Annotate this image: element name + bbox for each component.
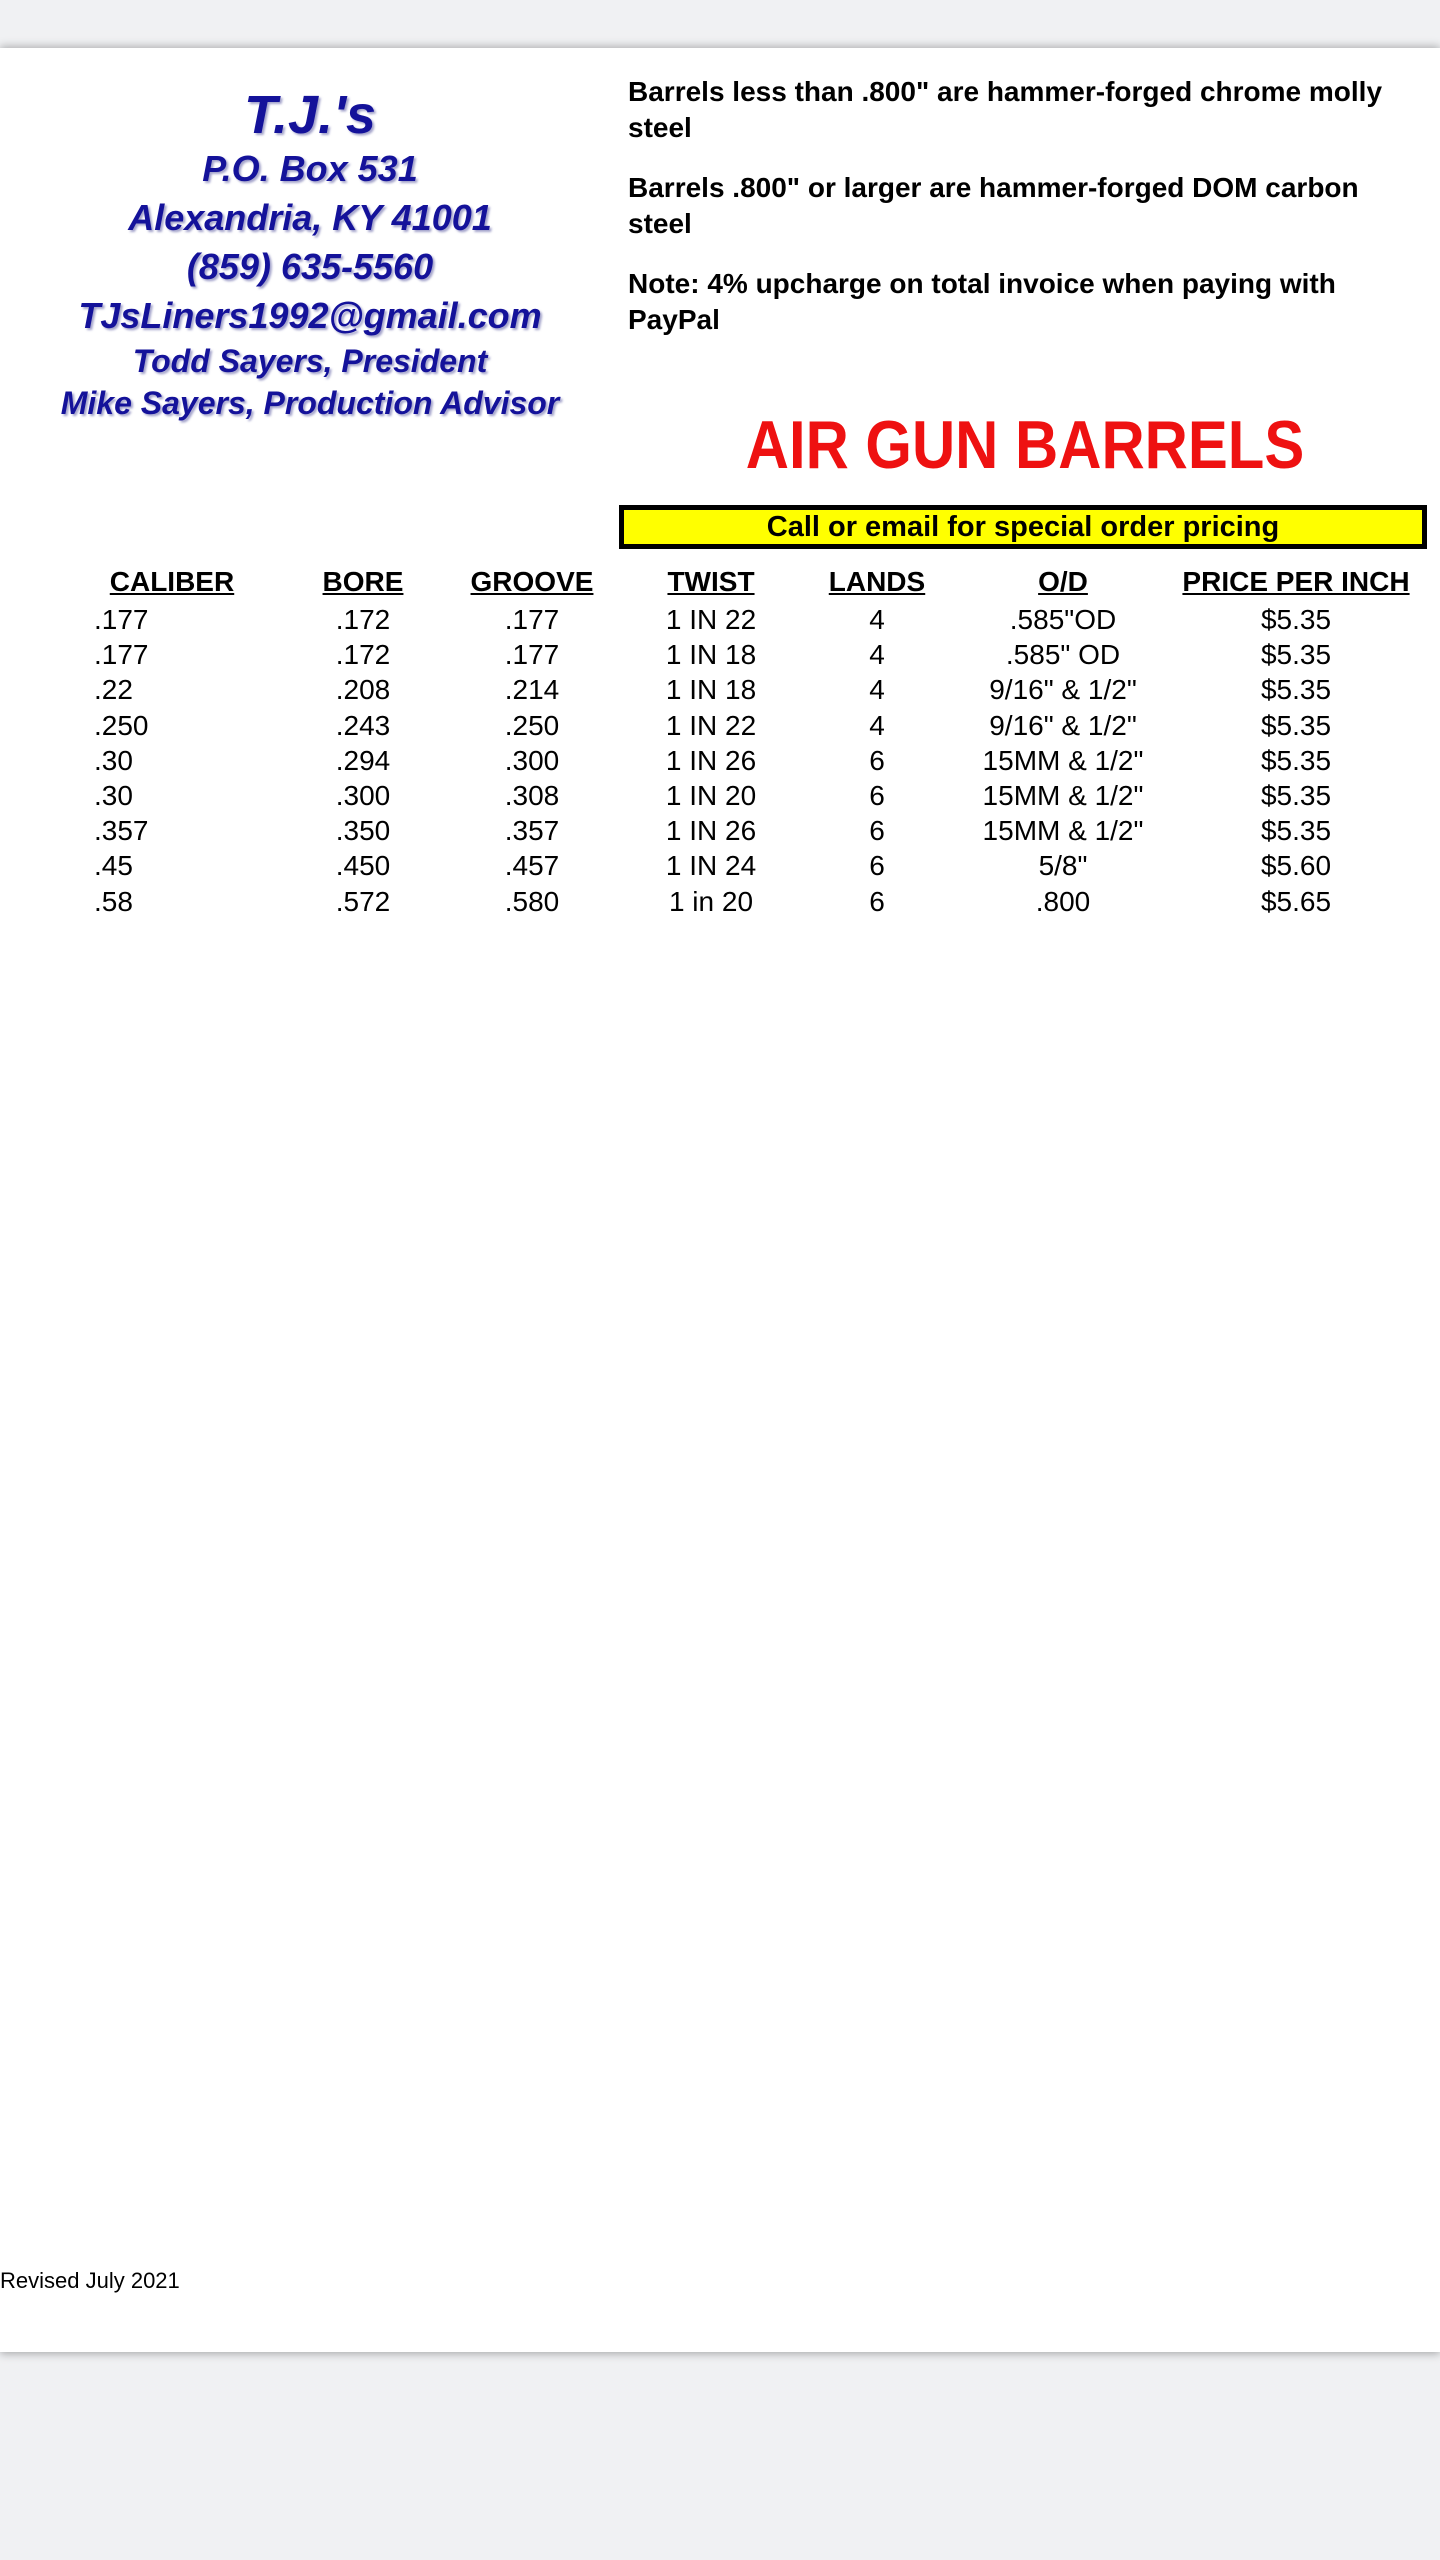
- cell-bore: .350: [335, 815, 391, 847]
- cell-caliber: .177: [94, 639, 149, 671]
- cell-twist: 1 IN 22: [665, 604, 757, 635]
- cell-price: $5.35: [1260, 815, 1332, 847]
- table-row: [60, 778, 1420, 813]
- table-body: [60, 602, 1420, 919]
- table-row: [60, 602, 1420, 637]
- header-price-per-inch: PRICE PER INCH: [1182, 566, 1410, 597]
- table-row: [60, 637, 1420, 672]
- cell-groove: .177: [504, 639, 560, 671]
- headline: AIR GUN BARRELS: [745, 407, 1305, 483]
- table-row: [60, 708, 1420, 743]
- cell-bore: .572: [335, 885, 391, 917]
- cell-lands: 4: [869, 639, 885, 671]
- company-phone: (859) 635-5560: [186, 246, 434, 287]
- cell-groove: .250: [504, 709, 560, 741]
- cell-od: .585" OD: [1005, 639, 1121, 671]
- cell-caliber: .30: [94, 744, 133, 776]
- cell-caliber: .357: [94, 815, 149, 847]
- note-dom-carbon: Barrels .800" or larger are hammer-forged DOM carbon steel: [628, 172, 1359, 239]
- cell-bore: .243: [335, 709, 391, 741]
- header-groove: GROOVE: [470, 566, 594, 597]
- cell-bore: .450: [335, 850, 391, 882]
- company-po-box: P.O. Box 531: [202, 148, 418, 189]
- special-order-banner: Call or email for special order pricing: [619, 505, 1427, 549]
- cell-price: $5.35: [1260, 604, 1332, 635]
- cell-price: $5.65: [1260, 885, 1332, 917]
- cell-od: .585"OD: [1009, 604, 1117, 635]
- note-chrome-molly: Barrels less than .800" are hammer-forged chrome molly steel: [628, 76, 1383, 143]
- cell-caliber: .45: [94, 850, 133, 882]
- cell-groove: .214: [504, 674, 560, 706]
- header-lands: LANDS: [828, 566, 926, 597]
- cell-twist: 1 IN 22: [665, 709, 757, 741]
- cell-groove: .177: [504, 604, 560, 635]
- cell-lands: 6: [869, 885, 885, 917]
- cell-twist: 1 IN 26: [665, 815, 757, 847]
- viewer-top-band: [0, 0, 1440, 48]
- cell-od: 15MM & 1/2": [982, 780, 1144, 812]
- company-city: Alexandria, KY 41001: [128, 197, 492, 238]
- table-row: [60, 848, 1420, 883]
- table-row: [60, 813, 1420, 848]
- table-row: [60, 884, 1420, 919]
- cell-od: 9/16" & 1/2": [989, 674, 1137, 706]
- header-caliber: CALIBER: [109, 566, 235, 597]
- cell-bore: .172: [335, 604, 391, 635]
- company-president: Todd Sayers, President: [132, 343, 488, 379]
- cell-caliber: .22: [94, 674, 133, 706]
- cell-od: 5/8": [1038, 850, 1088, 882]
- cell-bore: .294: [335, 744, 391, 776]
- cell-od: .800: [1035, 885, 1091, 917]
- cell-caliber: .30: [94, 780, 133, 812]
- revised-date: Revised July 2021: [0, 2268, 180, 2293]
- cell-caliber: .58: [94, 885, 133, 917]
- cell-groove: .300: [504, 744, 560, 776]
- cell-lands: 6: [869, 780, 885, 812]
- table-header-row: [60, 562, 1420, 602]
- cell-lands: 4: [869, 604, 885, 635]
- cell-lands: 6: [869, 850, 885, 882]
- cell-lands: 4: [869, 674, 885, 706]
- cell-bore: .208: [335, 674, 391, 706]
- cell-groove: .457: [504, 850, 560, 882]
- header-bore: BORE: [322, 566, 404, 597]
- cell-lands: 6: [869, 815, 885, 847]
- cell-price: $5.35: [1260, 744, 1332, 776]
- cell-od: 15MM & 1/2": [982, 815, 1144, 847]
- table-row: [60, 743, 1420, 778]
- cell-price: $5.35: [1260, 674, 1332, 706]
- cell-lands: 4: [869, 709, 885, 741]
- company-email: TJsLiners1992@gmail.com: [78, 295, 542, 336]
- note-paypal-upcharge: Note: 4% upcharge on total invoice when paying with PayPal: [628, 268, 1336, 335]
- cell-twist: 1 IN 24: [665, 850, 757, 882]
- notes-block: [628, 74, 1428, 362]
- cell-groove: .357: [504, 815, 560, 847]
- cell-od: 9/16" & 1/2": [989, 709, 1137, 741]
- company-name: T.J.'s: [244, 85, 376, 145]
- barrel-price-table: [60, 562, 1420, 919]
- table-row: [60, 672, 1420, 707]
- cell-lands: 6: [869, 744, 885, 776]
- cell-twist: 1 in 20: [668, 885, 754, 917]
- cell-price: $5.35: [1260, 639, 1332, 671]
- cell-caliber: .250: [94, 709, 149, 741]
- cell-bore: .300: [335, 780, 391, 812]
- cell-price: $5.35: [1260, 780, 1332, 812]
- cell-twist: 1 IN 18: [665, 674, 757, 706]
- cell-od: 15MM & 1/2": [982, 744, 1144, 776]
- cell-twist: 1 IN 26: [665, 744, 757, 776]
- cell-price: $5.60: [1260, 850, 1332, 882]
- header-twist: TWIST: [667, 566, 755, 597]
- cell-price: $5.35: [1260, 709, 1332, 741]
- company-info: [10, 86, 610, 424]
- cell-caliber: .177: [94, 604, 149, 635]
- cell-groove: .580: [504, 885, 560, 917]
- cell-twist: 1 IN 20: [665, 780, 757, 812]
- cell-twist: 1 IN 18: [665, 639, 757, 671]
- company-advisor: Mike Sayers, Production Advisor: [60, 385, 560, 421]
- header-od: O/D: [1038, 566, 1088, 597]
- cell-bore: .172: [335, 639, 391, 671]
- cell-groove: .308: [504, 780, 560, 812]
